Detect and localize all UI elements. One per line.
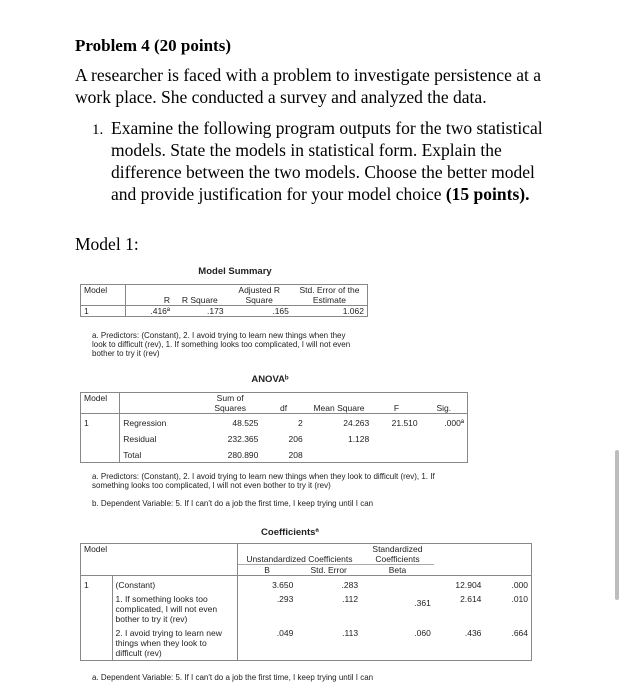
question-number: 1. bbox=[92, 122, 104, 138]
anova-f bbox=[372, 444, 420, 463]
ms-cell-adjusted: .165 bbox=[272, 306, 289, 316]
coef-header-beta: Beta bbox=[388, 565, 407, 575]
coef-row bbox=[81, 576, 532, 591]
ms-header-rsquare: R Square bbox=[181, 295, 218, 305]
anova-title: ANOVAᵇ bbox=[251, 374, 289, 385]
anova-ss: 48.525 bbox=[232, 418, 259, 428]
anova-ss: 280.890 bbox=[227, 450, 259, 460]
coef-row bbox=[81, 624, 532, 661]
ms-cell-model: 1 bbox=[81, 306, 126, 317]
anova-label: Residual bbox=[123, 434, 157, 444]
ms-cell-stderr: 1.062 bbox=[342, 306, 364, 316]
anova-footnote-a: a. Predictors: (Constant), 2. I avoid trying to learn new things when they look to difficult (rev), 1. If something looks too complicated, I will not even bother to try it (rev) bbox=[92, 472, 435, 490]
problem-heading: Problem 4 (20 points) bbox=[75, 36, 231, 55]
coef-sig: .000 bbox=[511, 580, 528, 590]
ms-header-model: Model bbox=[81, 285, 126, 306]
coef-sig: .664 bbox=[511, 628, 528, 638]
coef-label: 2. I avoid trying to learn new things when they look to difficult (rev) bbox=[112, 624, 237, 661]
ms-cell-r: .416ª bbox=[150, 306, 171, 316]
coef-b: .049 bbox=[276, 628, 294, 638]
model-summary-title: Model Summary bbox=[198, 266, 272, 277]
anova-ms: 1.128 bbox=[347, 434, 370, 444]
coef-header-model: Model bbox=[81, 544, 238, 576]
coef-se: .112 bbox=[342, 594, 359, 604]
anova-ms bbox=[306, 444, 373, 463]
anova-header-sig: Sig. bbox=[436, 403, 452, 413]
coef-b: .293 bbox=[276, 594, 294, 604]
coef-label: 1. If something looks too complicated, I will not even bother to try it (rev) bbox=[112, 590, 237, 624]
coef-se: .113 bbox=[342, 628, 359, 638]
coefficients-footnote: a. Dependent Variable: 5. If I can't do a job the first time, I keep trying until I can bbox=[92, 673, 374, 682]
coefficients-table bbox=[80, 543, 532, 661]
anova-row bbox=[81, 428, 468, 444]
anova-footnote-b: b. Dependent Variable: 5. If I can't do a job the first time, I keep trying until I can bbox=[92, 499, 374, 508]
coef-beta bbox=[361, 576, 434, 591]
model-summary-footnote: a. Predictors: (Constant), 2. I avoid trying to learn new things when they look to difficult (rev), 1. If something looks too complicated, I will not even bother to try it (rev) bbox=[92, 331, 351, 358]
ms-header-adjusted: Adjusted R Square bbox=[238, 285, 280, 305]
problem-intro: A researcher is faced with a problem to investigate persistence at a work place. She conducted a survey and analyzed the data. bbox=[75, 65, 541, 107]
question-body: Examine the following program outputs for the two statistical models. State the models in statistical form. Explain the difference between the two models. Choose the better model and provide justification for your model choice bbox=[111, 118, 543, 204]
anova-sig bbox=[421, 444, 468, 463]
scrollbar-thumb[interactable] bbox=[615, 450, 619, 600]
coef-label: (Constant) bbox=[112, 576, 237, 591]
anova-ss: 232.365 bbox=[227, 434, 259, 444]
anova-sig: .000ª bbox=[444, 418, 464, 428]
coef-header-t-blank bbox=[434, 544, 485, 576]
ms-row bbox=[81, 306, 368, 317]
anova-table bbox=[80, 392, 468, 463]
coef-t: .436 bbox=[464, 628, 482, 638]
coef-header-unstd: Unstandardized Coefficients bbox=[237, 544, 361, 565]
coefficients-title: Coefficientsª bbox=[261, 527, 319, 538]
model-summary-table bbox=[80, 284, 368, 317]
anova-header-blank bbox=[120, 393, 199, 414]
coef-header-std: Standardized Coefficients bbox=[361, 544, 434, 565]
coef-beta: .361 bbox=[414, 598, 431, 608]
anova-f bbox=[372, 428, 420, 444]
coef-header-sig-blank bbox=[484, 544, 531, 576]
anova-label: Total bbox=[123, 450, 142, 460]
anova-header-f: F bbox=[393, 403, 400, 413]
ms-header-stderr: Std. Error of the Estimate bbox=[299, 285, 360, 305]
anova-header-df: df bbox=[280, 403, 288, 413]
anova-row bbox=[81, 414, 468, 429]
anova-df: 206 bbox=[288, 434, 303, 444]
ms-cell-rsquare: .173 bbox=[207, 306, 224, 316]
anova-label: Regression bbox=[123, 418, 167, 428]
anova-f: 21.510 bbox=[391, 418, 418, 428]
anova-sig bbox=[421, 428, 468, 444]
coef-b: 3.650 bbox=[272, 580, 294, 590]
coef-se: .283 bbox=[341, 580, 359, 590]
anova-header-ss: Sum of Squares bbox=[214, 393, 246, 413]
coef-beta: .060 bbox=[414, 628, 431, 638]
coef-t: 2.614 bbox=[460, 594, 482, 604]
anova-df: 2 bbox=[298, 418, 303, 428]
anova-header-ms: Mean Square bbox=[313, 403, 365, 413]
anova-df: 208 bbox=[288, 450, 303, 460]
question-points: (15 points). bbox=[445, 184, 530, 204]
coef-header-se: Std. Error bbox=[310, 565, 347, 575]
ms-header-r: R bbox=[163, 295, 171, 305]
anova-model-num: 1 bbox=[81, 414, 120, 463]
model-1-label: Model 1: bbox=[75, 234, 139, 254]
coef-row bbox=[81, 590, 532, 624]
coef-model-num: 1 bbox=[81, 576, 113, 661]
coef-sig: .010 bbox=[511, 594, 528, 604]
anova-ms: 24.263 bbox=[343, 418, 370, 428]
coef-header-b: B bbox=[264, 565, 270, 575]
coef-t: 12.904 bbox=[455, 580, 482, 590]
anova-row bbox=[81, 444, 468, 463]
question-text bbox=[111, 117, 561, 205]
anova-header-model: Model bbox=[81, 393, 120, 414]
